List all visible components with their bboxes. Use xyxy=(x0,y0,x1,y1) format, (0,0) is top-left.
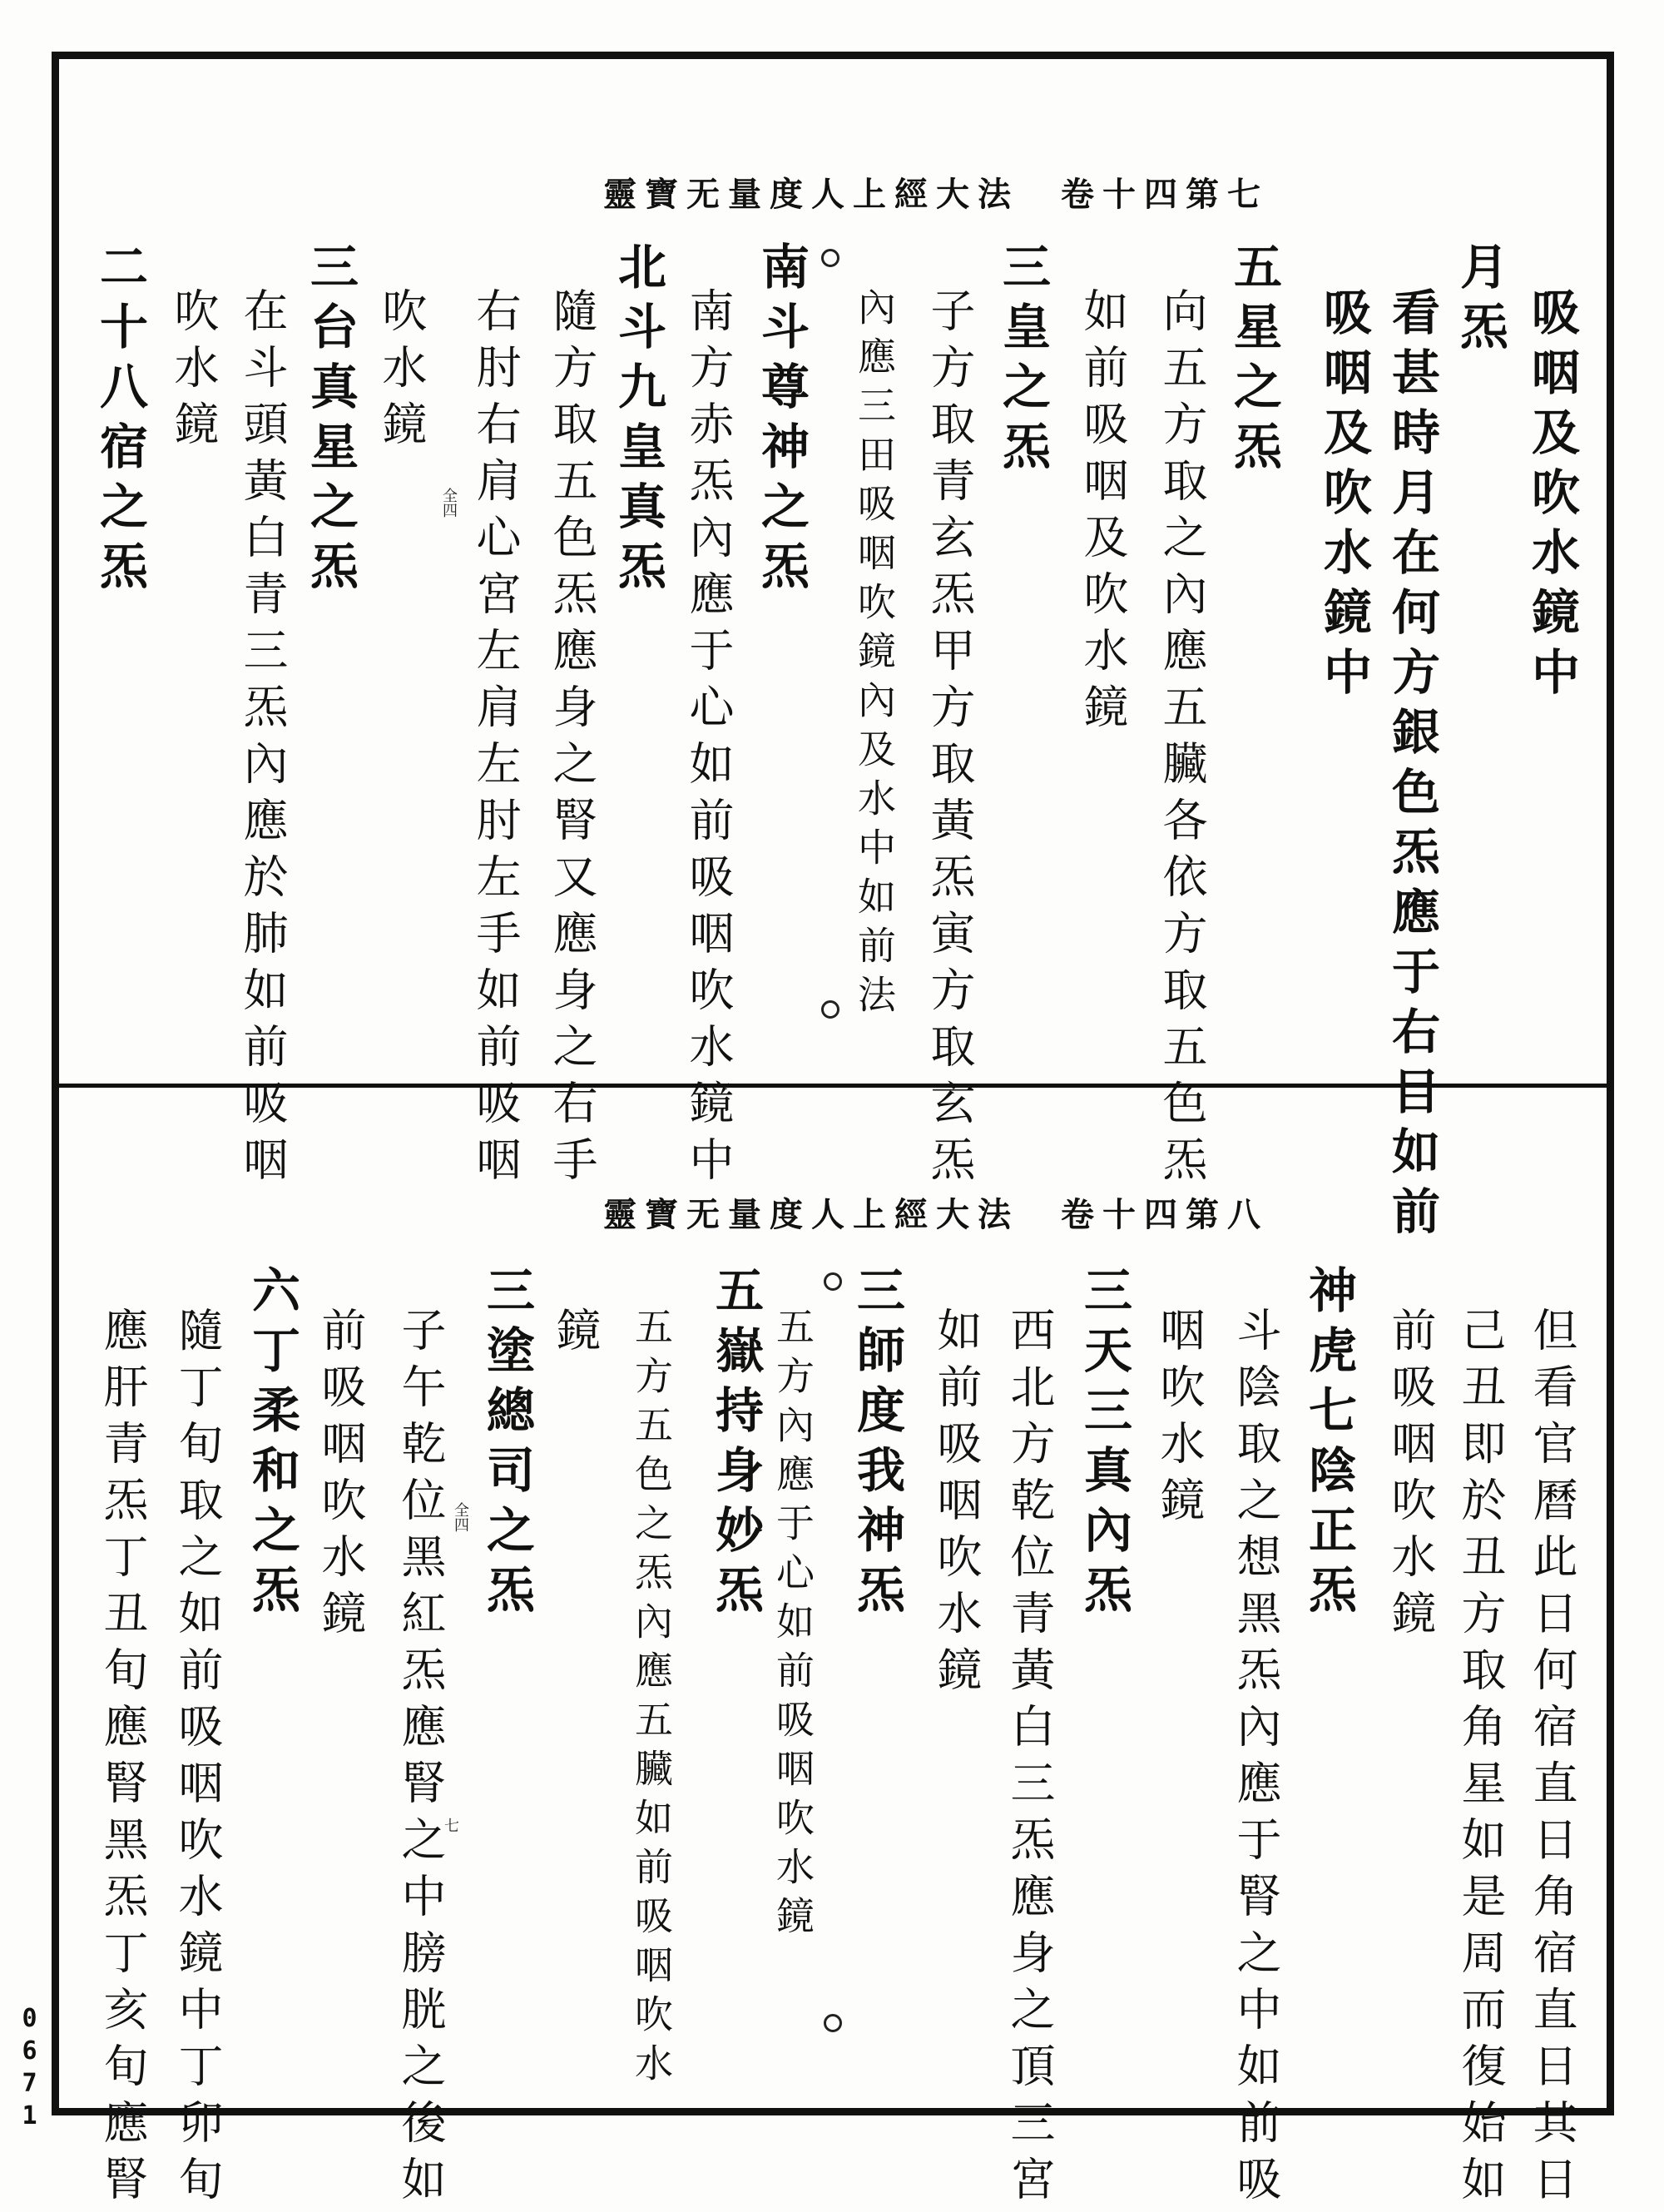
top-col-14: 隨方取五色炁應身之腎又應身之右手 xyxy=(546,287,598,1193)
top-col-9: 子方取青玄炁甲方取黃炁寅方取玄炁 xyxy=(924,287,976,1193)
bottom-col-2: 己丑即於丑方取角星如是周而復始如 xyxy=(1454,1307,1507,2212)
top-col-10: 內應三田吸咽吹鏡內及水中如前法 xyxy=(852,287,897,1024)
bottom-col-11: 五方內應于心如前吸咽吹水鏡 xyxy=(770,1307,815,1945)
top-col-19: 吹水鏡 xyxy=(167,287,220,457)
bottom-margin-note-2: 七 xyxy=(442,1818,459,1833)
top-header: 靈寶无量度人上經大法 卷十四第七 xyxy=(603,175,1269,214)
bottom-col-20: 應肝青炁丁丑旬應腎黑炁丁亥旬應腎 xyxy=(97,1307,149,2212)
bottom-col-3: 前吸咽吹水鏡 xyxy=(1384,1307,1437,1646)
bottom-col-13: 五方五色之炁內應五臟如前吸咽吹水 xyxy=(629,1307,674,2092)
bottom-margin-note-1: 全四 xyxy=(452,1502,469,1532)
page-number: 0671 xyxy=(15,2004,44,2134)
bottom-col-8: 西北方乾位青黃白三炁應身之頂三宮 xyxy=(1003,1307,1056,2212)
binding-hole-bottom-2 xyxy=(824,2014,842,2032)
top-margin-note: 全四 xyxy=(440,488,458,518)
top-col-11: 南斗尊神之炁 xyxy=(753,241,810,601)
bottom-col-15: 三塗總司之炁 xyxy=(478,1265,535,1624)
bottom-col-5: 斗陰取之想黑炁內應于腎之中如前吸 xyxy=(1230,1307,1282,2212)
top-col-3: 看甚時月在何方銀色炁應于右目如前 xyxy=(1384,287,1440,1246)
top-col-16: 吹水鏡 xyxy=(375,287,428,457)
bottom-col-14: 鏡 xyxy=(549,1307,602,1363)
bottom-col-19: 隨丁旬取之如前吸咽吹水鏡中丁卯旬 xyxy=(171,1307,224,2212)
bottom-col-16: 子午乾位黑紅炁應腎之中膀胱之後如 xyxy=(394,1307,447,2212)
top-col-20: 二十八宿之炁 xyxy=(92,241,148,601)
top-col-13: 北斗九皇真炁 xyxy=(610,241,666,601)
top-col-4: 吸咽及吹水鏡中 xyxy=(1315,287,1372,707)
top-col-18: 在斗頭黃白青三炁內應於肺如前吸咽 xyxy=(236,287,289,1193)
top-col-12: 南方赤炁內應于心如前吸咽吹水鏡中 xyxy=(682,287,735,1193)
bottom-col-12: 五嶽持身妙炁 xyxy=(707,1265,764,1624)
bottom-col-7: 三天三真內炁 xyxy=(1076,1265,1132,1624)
top-col-7: 如前吸咽及吹水鏡 xyxy=(1077,287,1129,740)
binding-hole-bottom-1 xyxy=(824,1272,842,1291)
top-col-5: 五星之炁 xyxy=(1226,241,1282,481)
binding-hole-top-2 xyxy=(821,1000,839,1019)
bottom-header: 靈寶无量度人上經大法 卷十四第八 xyxy=(603,1195,1269,1234)
bottom-col-18: 六丁柔和之炁 xyxy=(244,1265,300,1624)
bottom-col-9: 如前吸咽吹水鏡 xyxy=(930,1307,983,1703)
bottom-col-17: 前吸咽吹水鏡 xyxy=(314,1307,367,1646)
binding-hole-top-1 xyxy=(821,249,839,267)
top-col-1: 吸咽及吹水鏡中 xyxy=(1523,287,1580,707)
bottom-col-10: 三師度我神炁 xyxy=(849,1265,905,1624)
top-col-17: 三台真星之炁 xyxy=(302,241,359,601)
bottom-col-1: 但看官曆此日何宿直日角宿直日其日 xyxy=(1526,1307,1578,2212)
bottom-col-6: 咽吹水鏡 xyxy=(1153,1307,1206,1533)
top-col-8: 三皇之炁 xyxy=(994,241,1051,481)
top-col-6: 向五方取之內應五臟各依方取五色炁 xyxy=(1156,287,1208,1193)
bottom-col-4: 神虎七陰正炁 xyxy=(1300,1265,1357,1624)
top-col-2: 月炁 xyxy=(1452,241,1508,361)
top-col-15: 右肘右肩心宮左肩左肘左手如前吸咽 xyxy=(469,287,522,1193)
